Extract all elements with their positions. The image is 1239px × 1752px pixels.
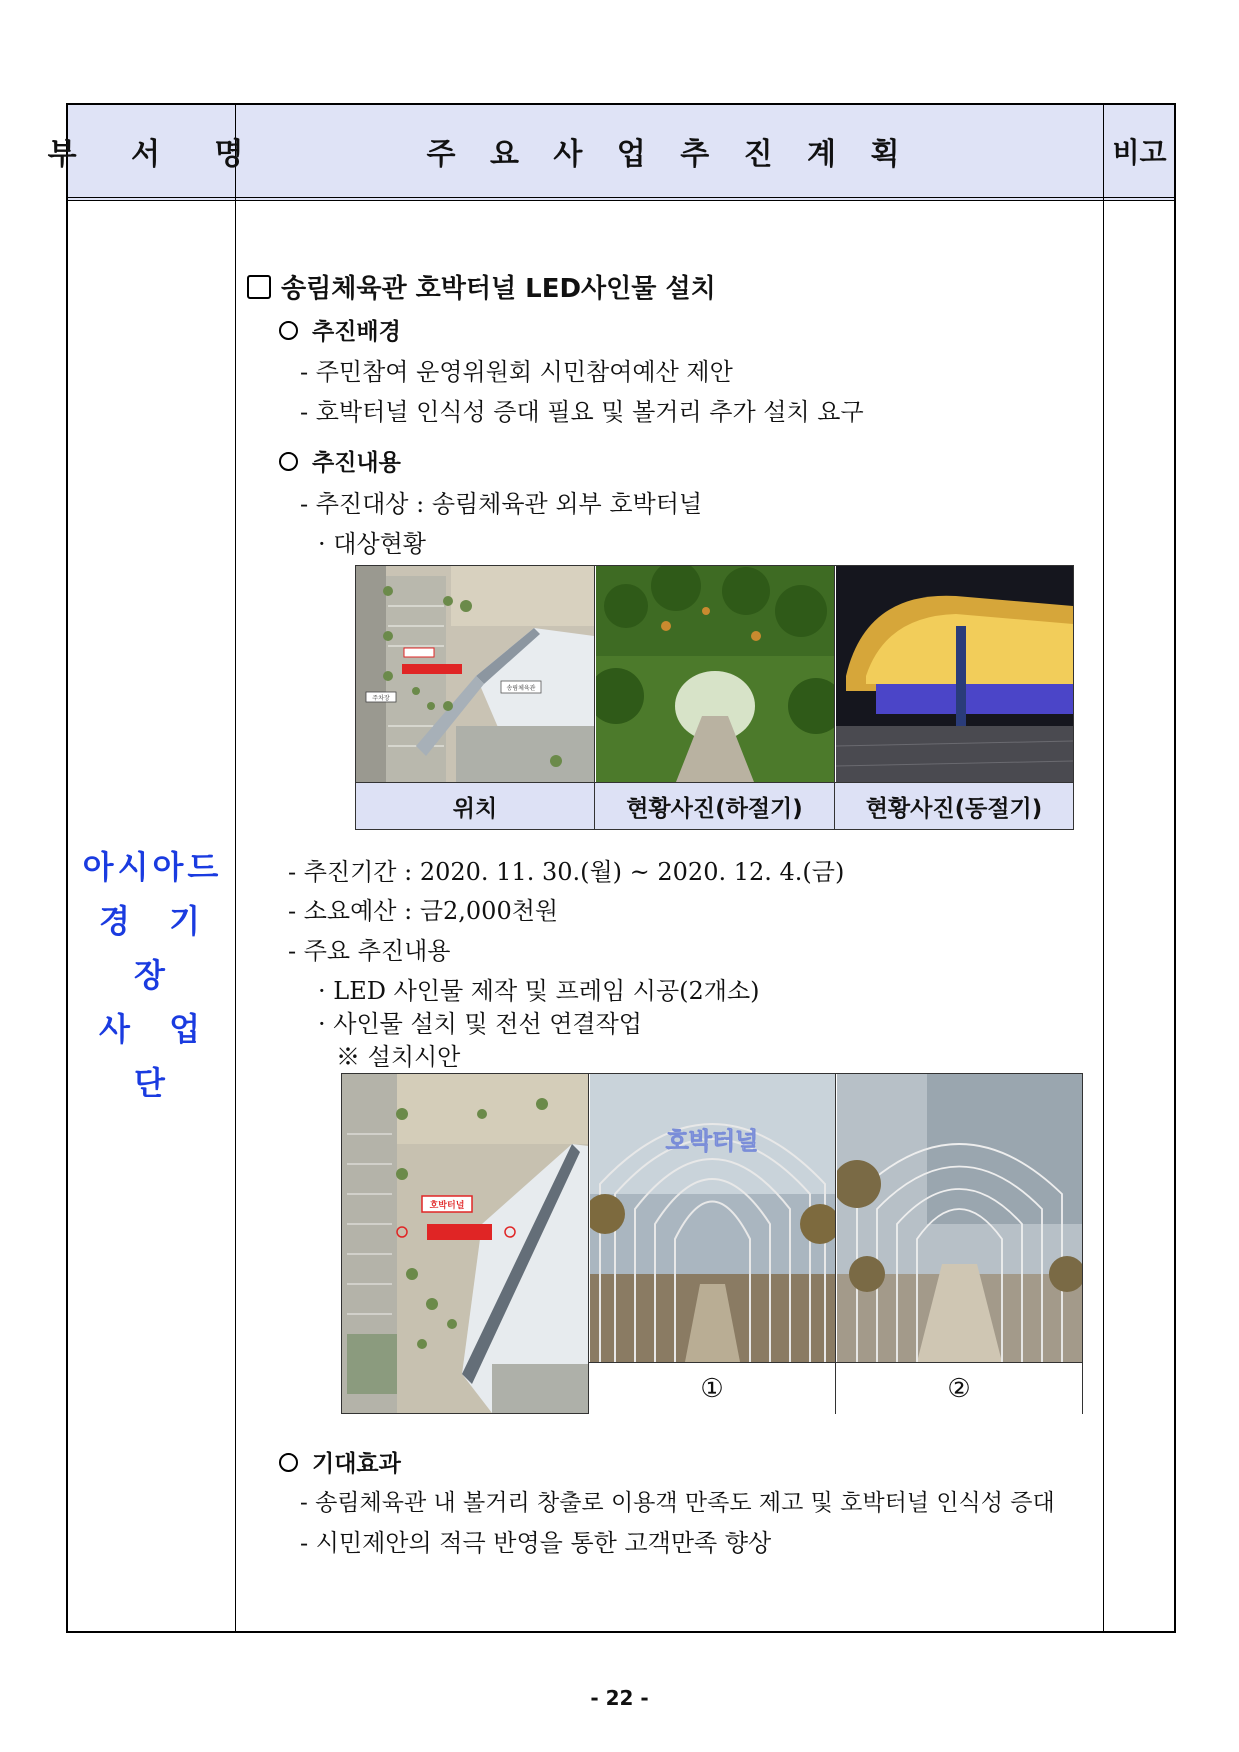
draft-caption: ② — [836, 1362, 1082, 1414]
column-divider — [1103, 105, 1104, 1631]
background-item: - 호박터널 인식성 증대 필요 및 볼거리 추가 설치 요구 — [300, 398, 864, 426]
winter-photo-image — [836, 566, 1073, 782]
content-sub-item: · LED 사인물 제작 및 프레임 시공(2개소) — [318, 977, 760, 1005]
summer-photo-image — [596, 566, 834, 782]
draft-caption: ① — [589, 1362, 835, 1414]
status-photo-table — [355, 565, 1074, 830]
map-parking-label: 주차장 — [372, 695, 390, 702]
draft-map-image — [342, 1074, 588, 1413]
draft-map-label: 호박터널 — [429, 1201, 465, 1211]
content-heading — [279, 444, 401, 477]
content-budget: - 소요예산 : 금2,000천원 — [288, 897, 559, 925]
photo-caption: 현황사진(하절기) — [595, 782, 834, 829]
effects-item: - 시민제안의 적극 반영을 통한 고객만족 향상 — [300, 1529, 772, 1557]
dept-name-line: 아시아드 — [82, 848, 223, 886]
content-heading-text: 추진내용 — [312, 450, 401, 476]
effects-item: - 송림체육관 내 볼거리 창출로 이용객 만족도 제고 및 호박터널 인식성 증대 — [300, 1490, 1055, 1516]
content-period: - 추진기간 : 2020. 11. 30.(월) ~ 2020. 12. 4.(금) — [288, 858, 845, 886]
photo-caption: 현황사진(동절기) — [835, 782, 1073, 829]
page-number: - 22 - — [590, 1686, 649, 1710]
circle-bullet-icon — [279, 1453, 298, 1472]
header-note: 비고 — [1112, 136, 1167, 169]
column-divider — [235, 105, 236, 1631]
photo-caption: 위치 — [356, 782, 594, 829]
location-map-image — [356, 566, 594, 782]
map-building-label: 송림체육관 — [506, 685, 536, 692]
draft-sign-text: 호박터널 — [665, 1126, 759, 1155]
status-label: · 대상현황 — [318, 530, 426, 558]
draft-label: ※ 설치시안 — [336, 1043, 461, 1071]
section-title-text: 송림체육관 호박터널 LED사인물 설치 — [281, 274, 716, 304]
checkbox-square-icon — [247, 275, 271, 299]
background-heading — [279, 313, 401, 346]
draft-photo-2-image — [837, 1074, 1082, 1362]
effects-heading — [279, 1445, 401, 1478]
circle-bullet-icon — [279, 321, 298, 340]
header-dept: 부 서 명 — [47, 137, 266, 172]
content-target: - 추진대상 : 송림체육관 외부 호박터널 — [300, 490, 703, 518]
effects-heading-text: 기대효과 — [312, 1451, 401, 1477]
content-main: - 주요 추진내용 — [288, 937, 451, 965]
draft-photo-1-image — [590, 1074, 835, 1362]
draft-photo-table — [341, 1073, 1083, 1414]
background-item: - 주민참여 운영위원회 시민참여예산 제안 — [300, 358, 733, 386]
circle-bullet-icon — [279, 452, 298, 471]
header-plan: 주 요 사 업 추 진 계 획 — [426, 137, 912, 172]
background-heading-text: 추진배경 — [312, 319, 401, 345]
content-sub-item: · 사인물 설치 및 전선 연결작업 — [318, 1010, 642, 1038]
section-title — [247, 268, 716, 305]
dept-name-line: 사 업 단 — [99, 1010, 214, 1102]
dept-name — [68, 840, 235, 1110]
dept-name-line: 경 기 장 — [99, 902, 214, 994]
